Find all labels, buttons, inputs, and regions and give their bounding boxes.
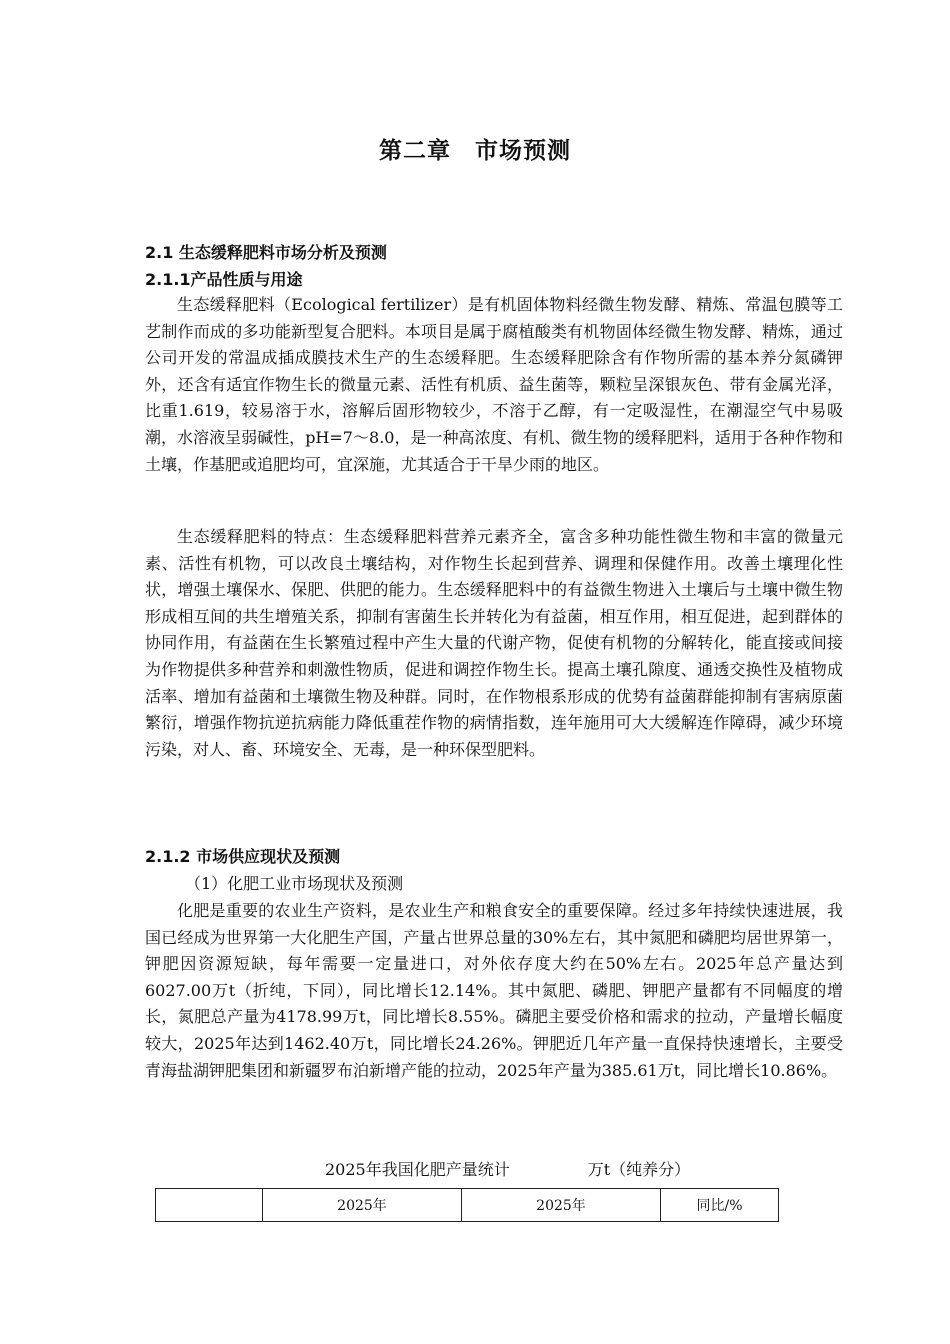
section-heading-2-1-1: 2.1.1产品性质与用途: [145, 270, 303, 289]
sub-heading-fertilizer-market: （1）化肥工业市场现状及预测: [185, 874, 404, 893]
section-heading-2-1-2: 2.1.2 市场供应现状及预测: [145, 847, 341, 866]
table-header-cell: 2025年: [263, 1189, 462, 1222]
table-header-cell: [156, 1189, 263, 1222]
paragraph-product-properties: 生态缓释肥料（Ecological fertilizer）是有机固体物料经微生物发酵、精炼、常温包膜等工艺制作而成的多功能新型复合肥料。本项目是属于腐植酸类有机物固体经微生物发酵、精炼，通过公司开发的常温成插成膜技术生产的生态缓释肥。生态缓释肥除含有作物所需的基本养分氮磷钾外，还含有适宜作物生长的微量元素、活性有机质、益生菌等，颗粒呈深银灰色、带有金属光泽，比重1.619，较易溶于水，溶解后固形物较少，不溶于乙醇，有一定吸湿性，在潮湿空气中易吸潮，水溶液呈弱碱性，pH=7～8.0，是一种高浓度、有机、微生物的缓释肥料，适用于各种作物和土壤，作基肥或追肥均可，宜深施，尤其适合于干旱少雨的地区。: [145, 295, 843, 474]
fertilizer-output-table: [155, 1188, 779, 1222]
table-header-cell: 2025年: [462, 1189, 661, 1222]
paragraph-product-features: 生态缓释肥料的特点：生态缓释肥料营养元素齐全，富含多种功能性微生物和丰富的微量元素、活性有机物，可以改良土壤结构，对作物生长起到营养、调理和保健作用。改善土壤理化性状，增强土壤保水、保肥、供肥的能力。生态缓释肥料中的有益微生物进入土壤后与土壤中微生物形成相互间的共生增殖关系，抑制有害菌生长并转化为有益菌，相互作用，相互促进，起到群体的协同作用，有益菌在生长繁殖过程中产生大量的代谢产物，促使有机物的分解转化，能直接或间接为作物提供多种营养和刺激性物质，促进和调控作物生长。提高土壤孔隙度、通透交换性及植物成活率、增加有益菌和土壤微生物及种群。同时，在作物根系形成的优势有益菌群能抑制有害病原菌繁衍，增强作物抗逆抗病能力降低重茬作物的病情指数，连年施用可大大缓解连作障碍，减少环境污染，对人、畜、环境安全、无毒，是一种环保型肥料。: [145, 527, 843, 759]
table-unit: 万t（纯养分）: [587, 1160, 691, 1179]
table-title: 2025年我国化肥产量统计: [325, 1160, 510, 1179]
paragraph-fertilizer-market: 化肥是重要的农业生产资料，是农业生产和粮食安全的重要保障。经过多年持续快速进展，我国已经成为世界第一大化肥生产国，产量占世界总量的30%左右，其中氮肥和磷肥均居世界第一，钾肥因资源短缺，每年需要一定量进口，对外依存度大约在50%左右。2025年总产量达到6027.00万t（折纯，下同），同比增长12.14%。其中氮肥、磷肥、钾肥产量都有不同幅度的增长，氮肥总产量为4178.99万t，同比增长8.55%。磷肥主要受价格和需求的拉动，产量增长幅度较大，2025年达到1462.40万t，同比增长24.26%。钾肥近几年产量一直保持快速增长，主要受青海盐湖钾肥集团和新疆罗布泊新增产能的拉动，2025年产量为385.61万t，同比增长10.86%。: [145, 901, 843, 1080]
table-header-cell: 同比/%: [661, 1189, 779, 1222]
table-caption: [325, 1157, 690, 1180]
chapter-title: 第二章 市场预测: [379, 138, 571, 164]
table-header-row: [156, 1189, 779, 1222]
section-heading-2-1: 2.1 生态缓释肥料市场分析及预测: [145, 243, 387, 262]
